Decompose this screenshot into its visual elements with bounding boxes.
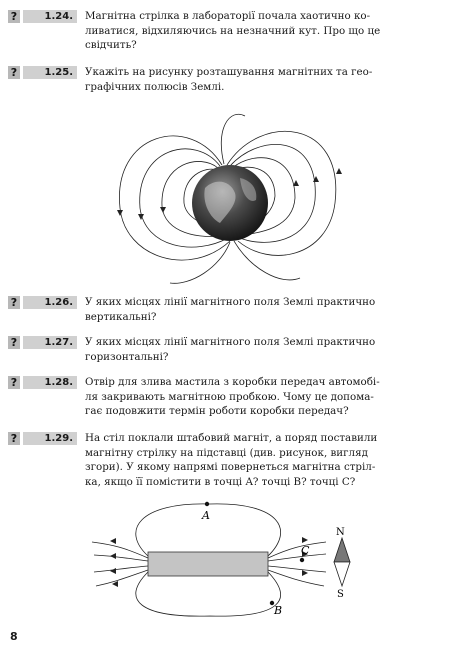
text-line: Магнітна стрілка в лабораторії почала хаотично ко- — [85, 10, 371, 22]
compass-needle-icon — [334, 538, 350, 586]
bar-magnet-figure — [90, 500, 360, 620]
text-line: гає подовжити термін роботи коробки передач? — [85, 405, 349, 417]
problem-text — [85, 9, 447, 53]
text-line: свідчить? — [85, 39, 137, 51]
problem-number: 1.27. — [23, 336, 77, 349]
problem-number: 1.25. — [23, 66, 77, 79]
problem-number: 1.26. — [23, 296, 77, 309]
point-c-marker — [300, 558, 304, 562]
page-number: 8 — [10, 630, 18, 643]
question-mark-icon: ? — [8, 336, 20, 349]
problem-number: 1.29. — [23, 432, 77, 445]
text-line: графічних полюсів Землі. — [85, 80, 225, 93]
text-line: Укажіть на рисунку розташування магнітних та гео- — [85, 66, 373, 78]
problem-text — [85, 335, 447, 364]
point-a-marker — [205, 502, 209, 506]
text-line: ливатися, відхиляючись на незначний кут. Про що це — [85, 24, 381, 37]
text-line: горизонтальні? — [85, 350, 169, 363]
text-line: вертикальні? — [85, 310, 157, 323]
question-mark-icon: ? — [8, 376, 20, 389]
problem-text — [85, 65, 447, 94]
problem-number: 1.28. — [23, 376, 77, 389]
compass-south-label: S — [337, 589, 344, 600]
text-line: На стіл поклали штабовий магніт, а поряд поставили — [85, 432, 378, 444]
text-line: згори). У якому напрямі повернеться магнітна стріл- — [85, 461, 376, 473]
compass-north-label: N — [336, 527, 345, 538]
point-b-label: B — [274, 604, 283, 617]
text-line: У яких місцях лінії магнітного поля Землі практично — [85, 296, 376, 308]
problem-badge — [8, 66, 77, 79]
earth-magnetic-field-figure — [110, 108, 350, 288]
problem-text — [85, 375, 447, 419]
question-mark-icon: ? — [8, 66, 20, 79]
problem-text — [85, 431, 447, 489]
problem-badge — [8, 432, 77, 445]
question-mark-icon: ? — [8, 10, 20, 23]
problem-badge — [8, 376, 77, 389]
text-line: ля закривають магнітною пробкою. Чому це допома- — [85, 390, 374, 403]
text-line: магнітну стрілку на підставці (див. рисунок, вигляд — [85, 446, 368, 459]
question-mark-icon: ? — [8, 432, 20, 445]
point-a-label: A — [202, 509, 210, 522]
question-mark-icon: ? — [8, 296, 20, 309]
text-line: ка, якщо її помістити в точці A? точці B? точці C? — [85, 475, 356, 488]
problem-number: 1.24. — [23, 10, 77, 23]
problem-badge — [8, 10, 77, 23]
problem-badge — [8, 296, 77, 309]
bar-magnet — [148, 552, 268, 576]
problem-badge — [8, 336, 77, 349]
problem-text — [85, 295, 447, 324]
text-line: Отвір для злива мастила з коробки передач автомобі- — [85, 376, 380, 388]
text-line: У яких місцях лінії магнітного поля Землі практично — [85, 336, 376, 348]
point-c-label: C — [301, 544, 310, 557]
